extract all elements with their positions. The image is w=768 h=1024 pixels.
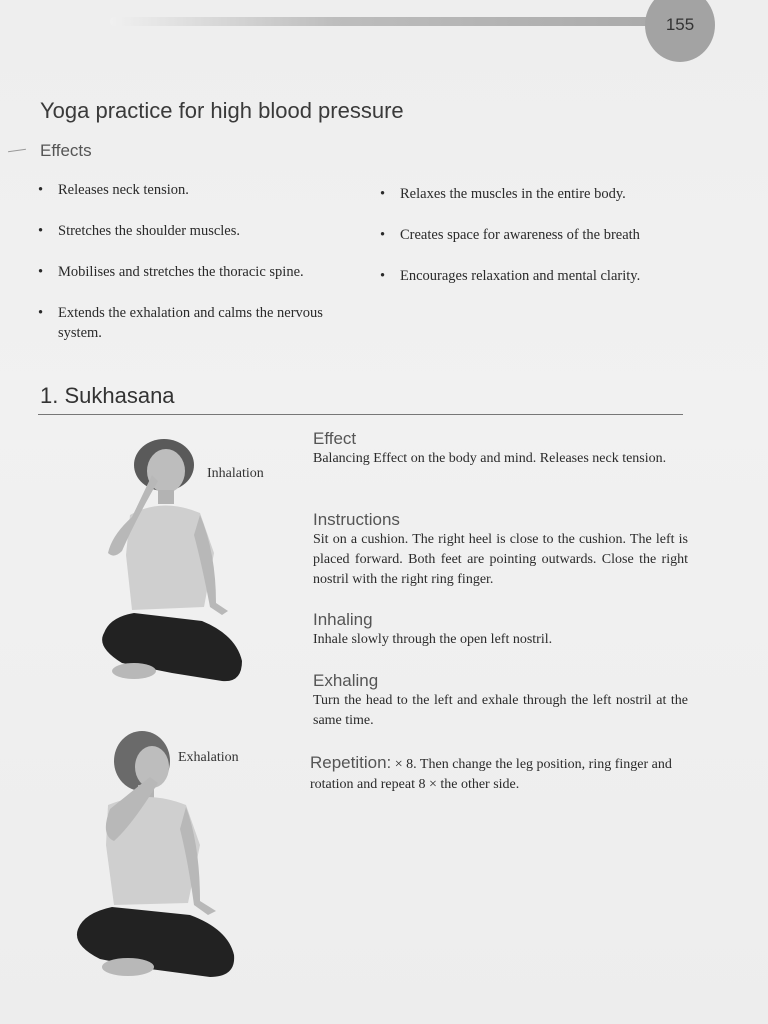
instructions-block [313, 510, 688, 590]
effects-heading: Effects [40, 141, 92, 160]
inhaling-text: Inhale slowly through the open left nostril. [313, 632, 553, 647]
page-number-badge [645, 0, 715, 62]
exhaling-heading: Exhaling [313, 671, 379, 690]
instructions-heading: Instructions [313, 510, 400, 529]
section-title: 1. Sukhasana [40, 383, 175, 408]
list-item: • Creates space for awareness of the breath [380, 225, 700, 245]
inhaling-heading: Inhaling [313, 610, 373, 629]
page-title: Yoga practice for high blood pressure [40, 98, 404, 123]
inhalation-caption: Inhalation [207, 466, 264, 481]
effect-text: Balancing Effect on the body and mind. Releases neck tension. [313, 451, 667, 466]
margin-mark [8, 149, 26, 152]
repetition-block [310, 753, 685, 795]
effects-list-left [38, 180, 338, 343]
list-item: • Relaxes the muscles in the entire body. [380, 184, 700, 204]
instructions-text: Sit on a cushion. The right heel is close to the cushion. The left is placed forward. Both feet are pointing outwards. Close the right nostril with the right ring finger. [313, 532, 688, 587]
exhaling-text: Turn the head to the left and exhale through the left nostril at the same time. [313, 693, 688, 728]
section-divider [38, 414, 683, 415]
effect-heading: Effect [313, 429, 357, 448]
header-bar [110, 17, 670, 26]
list-item: • Stretches the shoulder muscles. [38, 221, 338, 241]
list-item: • Extends the exhalation and calms the nervous system. [38, 303, 338, 343]
inhaling-block [313, 610, 688, 650]
effect-block [313, 429, 688, 469]
exhaling-block [313, 671, 688, 731]
repetition-text: × 8. Then change the leg position, ring finger and rotation and repeat 8 × the other side. [310, 757, 672, 792]
page-number: 155 [665, 15, 695, 34]
list-item: • Mobilises and stretches the thoracic spine. [38, 262, 338, 282]
repetition-label: Repetition: [310, 753, 392, 772]
effects-list-right [380, 184, 700, 307]
list-item: • Encourages relaxation and mental clarity. [380, 266, 700, 286]
list-item: • Releases neck tension. [38, 180, 338, 200]
exhalation-caption: Exhalation [178, 750, 239, 765]
